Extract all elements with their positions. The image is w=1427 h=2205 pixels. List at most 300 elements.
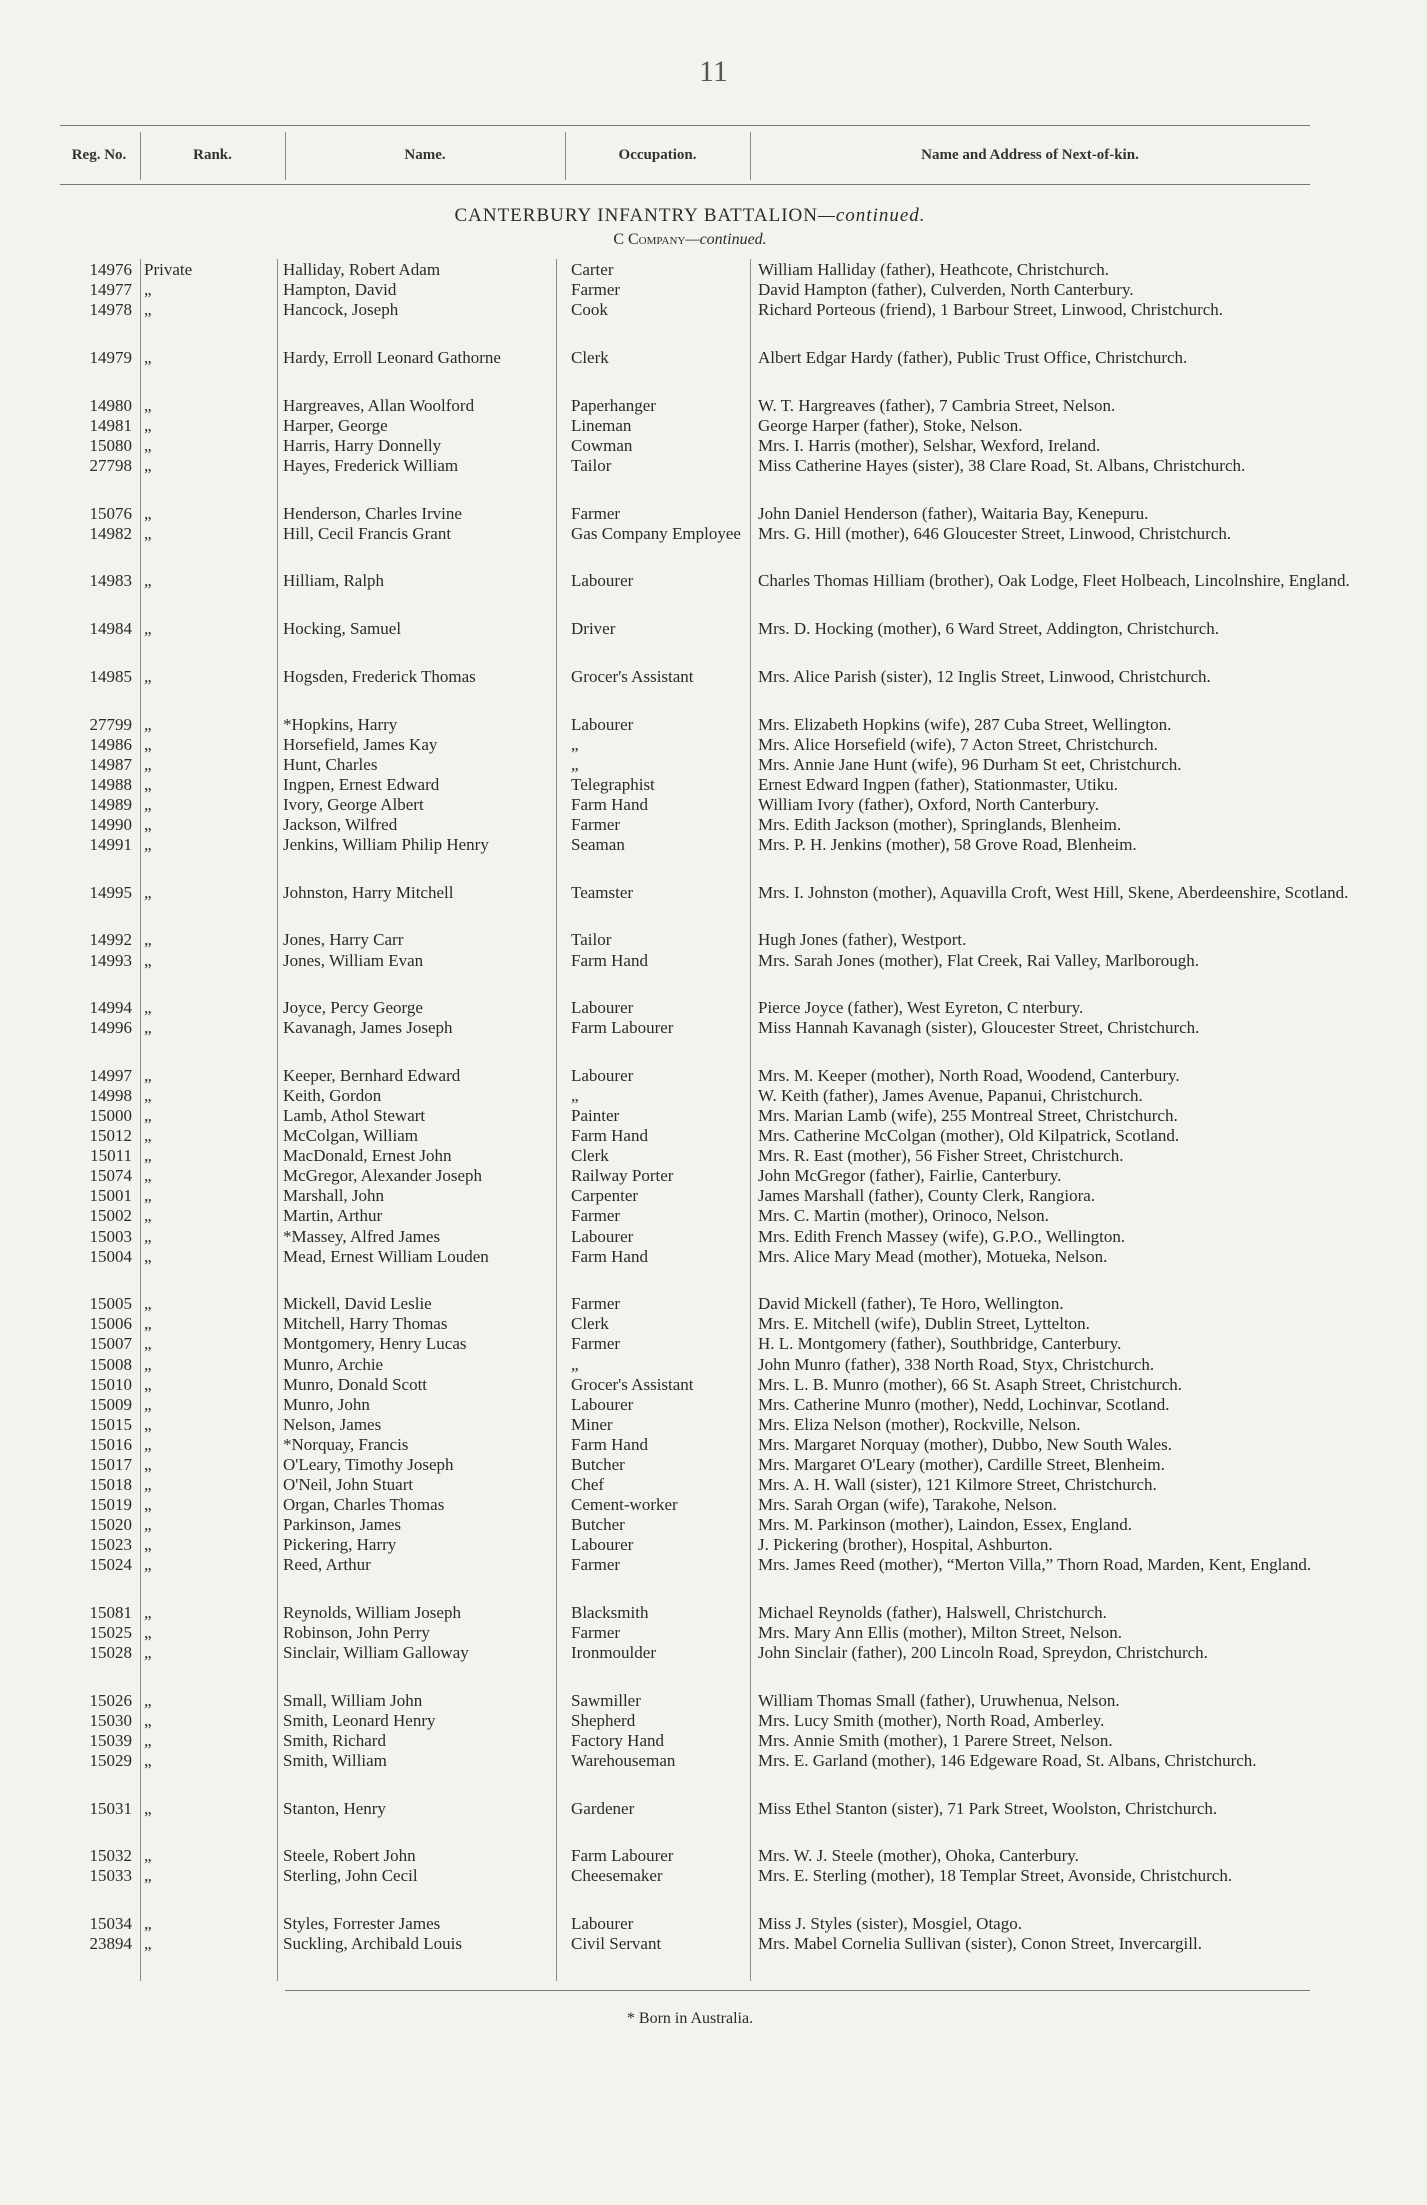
reg-no-cell: 15012	[89, 1126, 132, 1146]
rank-cell: „	[144, 1394, 152, 1414]
next-of-kin-cell: Mrs. Catherine McColgan (mother), Old Kilpatrick, Scotland.	[758, 1126, 1180, 1146]
rank-cell: „	[144, 1642, 152, 1662]
next-of-kin-cell: Mrs. R. East (mother), 56 Fisher Street, Christchurch.	[758, 1146, 1124, 1166]
header-name: Name.	[404, 147, 446, 163]
rank-cell: „	[144, 998, 152, 1018]
name-cell: Hunt, Charles	[283, 754, 378, 774]
occupation-cell: „	[571, 754, 579, 774]
rank-cell: „	[144, 1374, 152, 1394]
footnote: * Born in Australia.	[626, 2010, 754, 2027]
rank-cell: „	[144, 1414, 152, 1434]
name-cell: Smith, Leonard Henry	[283, 1710, 436, 1730]
name-cell: Pickering, Harry	[283, 1535, 397, 1555]
name-cell: Montgomery, Henry Lucas	[283, 1334, 467, 1354]
occupation-cell: Warehouseman	[571, 1750, 676, 1770]
rank-cell: „	[144, 455, 152, 475]
occupation-cell: Farmer	[571, 1334, 621, 1354]
next-of-kin-cell: Mrs. Sarah Organ (wife), Tarakohe, Nelson.	[758, 1494, 1057, 1514]
rank-cell: „	[144, 1086, 152, 1106]
rank-cell: „	[144, 1750, 152, 1770]
rank-cell: „	[144, 774, 152, 794]
next-of-kin-cell: W. T. Hargreaves (father), 7 Cambria Street, Nelson.	[758, 395, 1116, 415]
occupation-cell: Farmer	[571, 1206, 621, 1226]
rank-cell: „	[144, 571, 152, 591]
next-of-kin-cell: Mrs. Mabel Cornelia Sullivan (sister), Conon Street, Invercargill.	[758, 1934, 1202, 1954]
occupation-cell: Clerk	[571, 1314, 609, 1334]
occupation-cell: Clerk	[571, 1146, 609, 1166]
next-of-kin-cell: Miss Ethel Stanton (sister), 71 Park Street, Woolston, Christchurch.	[758, 1798, 1218, 1818]
occupation-cell: Farm Hand	[571, 1126, 648, 1146]
next-of-kin-cell: Mrs. Catherine Munro (mother), Nedd, Lochinvar, Scotland.	[758, 1394, 1170, 1414]
next-of-kin-cell: James Marshall (father), County Clerk, Rangiora.	[758, 1186, 1096, 1206]
name-cell: Jones, Harry Carr	[283, 930, 404, 950]
reg-no-cell: 15030	[89, 1710, 132, 1730]
reg-no-cell: 14986	[89, 734, 132, 754]
occupation-cell: Shepherd	[571, 1710, 636, 1730]
next-of-kin-cell: John Sinclair (father), 200 Lincoln Road, Spreydon, Christchurch.	[758, 1642, 1208, 1662]
next-of-kin-cell: John Munro (father), 338 North Road, Styx, Christchurch.	[758, 1354, 1155, 1374]
reg-no-cell: 15080	[89, 435, 132, 455]
reg-no-cell: 15020	[89, 1514, 132, 1534]
name-cell: Mitchell, Harry Thomas	[283, 1314, 448, 1334]
rank-cell: „	[144, 1226, 152, 1246]
reg-no-cell: 15032	[89, 1846, 132, 1866]
occupation-cell: Carter	[571, 260, 614, 279]
company-suffix: —continued.	[685, 231, 767, 248]
next-of-kin-cell: Mrs. Annie Jane Hunt (wife), 96 Durham St eet, Christchurch.	[758, 754, 1182, 774]
next-of-kin-cell: Mrs. Edith Jackson (mother), Springlands, Blenheim.	[758, 814, 1122, 834]
occupation-cell: Butcher	[571, 1514, 625, 1534]
name-cell: Johnston, Harry Mitchell	[283, 882, 454, 902]
reg-no-cell: 15000	[89, 1106, 132, 1126]
reg-no-cell: 15033	[89, 1866, 132, 1886]
next-of-kin-cell: Mrs. C. Martin (mother), Orinoco, Nelson.	[758, 1206, 1049, 1226]
occupation-cell: Clerk	[571, 347, 609, 367]
name-cell: Mead, Ernest William Louden	[283, 1246, 489, 1266]
reg-no-cell: 14989	[89, 794, 132, 814]
rank-cell: „	[144, 1730, 152, 1750]
rank-cell: „	[144, 1914, 152, 1934]
name-cell: Stanton, Henry	[283, 1798, 386, 1818]
occupation-cell: Farmer	[571, 280, 621, 300]
reg-no-cell: 14990	[89, 814, 132, 834]
name-cell: Hocking, Samuel	[283, 619, 402, 639]
reg-no-cell: 15039	[89, 1730, 132, 1750]
name-cell: Sterling, John Cecil	[283, 1866, 418, 1886]
name-cell: *Norquay, Francis	[283, 1434, 409, 1454]
name-cell: Keith, Gordon	[283, 1086, 382, 1106]
next-of-kin-cell: Mrs. M. Parkinson (mother), Laindon, Essex, England.	[758, 1514, 1132, 1534]
name-cell: Sinclair, William Galloway	[283, 1642, 469, 1662]
rank-cell: „	[144, 1710, 152, 1730]
rank-cell: „	[144, 1126, 152, 1146]
next-of-kin-cell: Mrs. W. J. Steele (mother), Ohoka, Canterbury.	[758, 1846, 1079, 1866]
battalion-suffix: —continued.	[817, 205, 926, 226]
next-of-kin-cell: Mrs. I. Johnston (mother), Aquavilla Croft, West Hill, Skene, Aberdeenshire, Scotland.	[758, 882, 1349, 902]
name-cell: Robinson, John Perry	[283, 1622, 430, 1642]
name-cell: Munro, Donald Scott	[283, 1374, 428, 1394]
reg-no-cell: 15015	[89, 1414, 132, 1434]
occupation-cell: „	[571, 734, 579, 754]
name-cell: Mickell, David Leslie	[283, 1294, 432, 1314]
rank-cell: „	[144, 1622, 152, 1642]
reg-no-cell: 14977	[89, 280, 132, 300]
occupation-cell: Farmer	[571, 1555, 621, 1575]
rank-cell: „	[144, 503, 152, 523]
name-cell: Munro, Archie	[283, 1354, 384, 1374]
next-of-kin-cell: Miss J. Styles (sister), Mosgiel, Otago.	[758, 1914, 1022, 1934]
occupation-cell: Blacksmith	[571, 1602, 649, 1622]
next-of-kin-cell: Mrs. Alice Mary Mead (mother), Motueka, Nelson.	[758, 1246, 1108, 1266]
company-title	[0, 231, 1380, 249]
name-cell: Hampton, David	[283, 280, 397, 300]
name-cell: Harper, George	[283, 415, 388, 435]
occupation-cell: Farm Hand	[571, 950, 648, 970]
occupation-cell: Farm Hand	[571, 1246, 648, 1266]
reg-no-cell: 14978	[89, 300, 132, 320]
reg-no-cell: 14991	[89, 834, 132, 854]
name-cell: Reynolds, William Joseph	[283, 1602, 461, 1622]
name-cell: Hilliam, Ralph	[283, 571, 385, 591]
reg-no-cell: 15034	[89, 1914, 132, 1934]
name-cell: O'Neil, John Stuart	[283, 1474, 414, 1494]
name-cell: *Hopkins, Harry	[283, 714, 398, 734]
reg-no-cell: 14983	[89, 571, 132, 591]
company-word: Company	[628, 231, 686, 248]
next-of-kin-cell: John Daniel Henderson (father), Waitaria Bay, Kenepuru.	[758, 503, 1149, 523]
occupation-cell: Miner	[571, 1414, 613, 1434]
rank-cell: „	[144, 1186, 152, 1206]
nominal-roll-table	[60, 259, 1350, 1981]
rank-cell: „	[144, 1314, 152, 1334]
reg-no-cell: 14988	[89, 774, 132, 794]
rank-cell: „	[144, 1334, 152, 1354]
occupation-cell: Teamster	[571, 882, 634, 902]
next-of-kin-cell: Mrs. E. Garland (mother), 146 Edgeware Road, St. Albans, Christchurch.	[758, 1750, 1257, 1770]
next-of-kin-cell: Mrs. A. H. Wall (sister), 121 Kilmore Street, Christchurch.	[758, 1474, 1157, 1494]
rank-cell: „	[144, 1066, 152, 1086]
name-cell: *Massey, Alfred James	[283, 1226, 441, 1246]
reg-no-cell: 15003	[89, 1226, 132, 1246]
reg-no-cell: 14998	[89, 1086, 132, 1106]
occupation-cell: Gas Company Employee	[571, 523, 741, 543]
occupation-cell: Farm Labourer	[571, 1846, 674, 1866]
rank-cell: „	[144, 1690, 152, 1710]
next-of-kin-cell: Mrs. Marian Lamb (wife), 255 Montreal Street, Christchurch.	[758, 1106, 1178, 1126]
next-of-kin-cell: Mrs. M. Keeper (mother), North Road, Woodend, Canterbury.	[758, 1066, 1180, 1086]
name-cell: McColgan, William	[283, 1126, 418, 1146]
next-of-kin-cell: Hugh Jones (father), Westport.	[758, 930, 967, 950]
rank-cell: „	[144, 1798, 152, 1818]
name-cell: Suckling, Archibald Louis	[283, 1934, 462, 1954]
occupation-cell: Chef	[571, 1474, 605, 1494]
rank-cell: „	[144, 619, 152, 639]
next-of-kin-cell: William Ivory (father), Oxford, North Canterbury.	[758, 794, 1099, 814]
next-of-kin-cell: Pierce Joyce (father), West Eyreton, C nterbury.	[758, 998, 1084, 1018]
occupation-cell: Labourer	[571, 1226, 634, 1246]
rank-cell: „	[144, 347, 152, 367]
name-cell: Jones, William Evan	[283, 950, 424, 970]
next-of-kin-cell: Mrs. L. B. Munro (mother), 66 St. Asaph Street, Christchurch.	[758, 1374, 1183, 1394]
header-reg-no: Reg. No.	[71, 147, 127, 163]
name-cell: Hill, Cecil Francis Grant	[283, 523, 452, 543]
name-cell: Smith, Richard	[283, 1730, 386, 1750]
rank-cell: „	[144, 1354, 152, 1374]
next-of-kin-cell: John McGregor (father), Fairlie, Canterbury.	[758, 1166, 1062, 1186]
next-of-kin-cell: Albert Edgar Hardy (father), Public Trust Office, Christchurch.	[758, 347, 1188, 367]
reg-no-cell: 14976	[89, 260, 132, 279]
next-of-kin-cell: Mrs. G. Hill (mother), 646 Gloucester Street, Linwood, Christchurch.	[758, 523, 1232, 543]
next-of-kin-cell: Mrs. I. Harris (mother), Selshar, Wexford, Ireland.	[758, 435, 1101, 455]
header-rank: Rank.	[193, 147, 232, 163]
reg-no-cell: 15016	[89, 1434, 132, 1454]
occupation-cell: Cook	[571, 300, 608, 320]
name-cell: Joyce, Percy George	[283, 998, 423, 1018]
next-of-kin-cell: Miss Catherine Hayes (sister), 38 Clare Road, St. Albans, Christchurch.	[758, 455, 1246, 475]
next-of-kin-cell: W. Keith (father), James Avenue, Papanui, Christchurch.	[758, 1086, 1143, 1106]
rank-cell: Private	[144, 260, 193, 279]
occupation-cell: Cheesemaker	[571, 1866, 663, 1886]
name-cell: Munro, John	[283, 1394, 370, 1414]
reg-no-cell: 15031	[89, 1798, 132, 1818]
reg-no-cell: 15009	[89, 1394, 132, 1414]
rank-cell: „	[144, 754, 152, 774]
reg-no-cell: 15026	[89, 1690, 132, 1710]
next-of-kin-cell: Mrs. P. H. Jenkins (mother), 58 Grove Road, Blenheim.	[758, 834, 1137, 854]
name-cell: Kavanagh, James Joseph	[283, 1018, 453, 1038]
rank-cell: „	[144, 1166, 152, 1186]
occupation-cell: Labourer	[571, 1066, 634, 1086]
reg-no-cell: 15008	[89, 1354, 132, 1374]
occupation-cell: Labourer	[571, 998, 634, 1018]
next-of-kin-cell: Mrs. Annie Smith (mother), 1 Parere Street, Nelson.	[758, 1730, 1113, 1750]
reg-no-cell: 14981	[89, 415, 132, 435]
next-of-kin-cell: Mrs. Alice Parish (sister), 12 Inglis Street, Linwood, Christchurch.	[758, 666, 1211, 686]
reg-no-cell: 14997	[89, 1066, 132, 1086]
occupation-cell: Railway Porter	[571, 1166, 674, 1186]
next-of-kin-cell: Mrs. Elizabeth Hopkins (wife), 287 Cuba Street, Wellington.	[758, 714, 1172, 734]
reg-no-cell: 15006	[89, 1314, 132, 1334]
name-cell: Jackson, Wilfred	[283, 814, 398, 834]
reg-no-cell: 14987	[89, 754, 132, 774]
name-cell: Martin, Arthur	[283, 1206, 383, 1226]
reg-no-cell: 15011	[90, 1146, 132, 1166]
name-cell: Parkinson, James	[283, 1514, 402, 1534]
name-cell: McGregor, Alexander Joseph	[283, 1166, 483, 1186]
occupation-cell: Tailor	[571, 930, 612, 950]
name-cell: Lamb, Athol Stewart	[283, 1106, 426, 1126]
next-of-kin-cell: Mrs. Margaret Norquay (mother), Dubbo, New South Wales.	[758, 1434, 1172, 1454]
rank-cell: „	[144, 1018, 152, 1038]
occupation-cell: Farmer	[571, 1294, 621, 1314]
occupation-cell: Cowman	[571, 435, 633, 455]
page-number: 11	[699, 55, 728, 88]
occupation-cell: Farm Labourer	[571, 1018, 674, 1038]
reg-no-cell: 15076	[89, 503, 132, 523]
reg-no-cell: 14993	[89, 950, 132, 970]
next-of-kin-cell: Charles Thomas Hilliam (brother), Oak Lodge, Fleet Holbeach, Lincolnshire, England.	[758, 571, 1350, 591]
rank-cell: „	[144, 734, 152, 754]
rank-cell: „	[144, 1294, 152, 1314]
next-of-kin-cell: Mrs. Lucy Smith (mother), North Road, Amberley.	[758, 1710, 1105, 1730]
rank-cell: „	[144, 1866, 152, 1886]
next-of-kin-cell: David Hampton (father), Culverden, North Canterbury.	[758, 280, 1134, 300]
name-cell: Hogsden, Frederick Thomas	[283, 666, 476, 686]
occupation-cell: Grocer's Assistant	[571, 1374, 694, 1394]
occupation-cell: Gardener	[571, 1798, 635, 1818]
rank-cell: „	[144, 1454, 152, 1474]
next-of-kin-cell: William Halliday (father), Heathcote, Christchurch.	[758, 260, 1109, 279]
next-of-kin-cell: J. Pickering (brother), Hospital, Ashburton.	[758, 1535, 1053, 1555]
name-cell: Horsefield, James Kay	[283, 734, 438, 754]
reg-no-cell: 14985	[89, 666, 132, 686]
rank-cell: „	[144, 714, 152, 734]
reg-no-cell: 15028	[89, 1642, 132, 1662]
next-of-kin-cell: David Mickell (father), Te Horo, Wellington.	[758, 1294, 1064, 1314]
reg-no-cell: 15018	[89, 1474, 132, 1494]
name-cell: Hardy, Erroll Leonard Gathorne	[283, 347, 501, 367]
reg-no-cell: 23894	[89, 1934, 132, 1954]
next-of-kin-cell: Ernest Edward Ingpen (father), Stationmaster, Utiku.	[758, 774, 1118, 794]
occupation-cell: Farmer	[571, 814, 621, 834]
rank-cell: „	[144, 1246, 152, 1266]
name-cell: Henderson, Charles Irvine	[283, 503, 462, 523]
name-cell: Hargreaves, Allan Woolford	[283, 395, 475, 415]
rank-cell: „	[144, 523, 152, 543]
next-of-kin-cell: Mrs. Mary Ann Ellis (mother), Milton Street, Nelson.	[758, 1622, 1123, 1642]
next-of-kin-cell: Mrs. D. Hocking (mother), 6 Ward Street, Addington, Christchurch.	[758, 619, 1220, 639]
next-of-kin-cell: Miss Hannah Kavanagh (sister), Gloucester Street, Christchurch.	[758, 1018, 1200, 1038]
occupation-cell: „	[571, 1354, 579, 1374]
reg-no-cell: 15002	[89, 1206, 132, 1226]
occupation-cell: Farmer	[571, 503, 621, 523]
occupation-cell: Labourer	[571, 1535, 634, 1555]
reg-no-cell: 15029	[89, 1750, 132, 1770]
header-occupation: Occupation.	[618, 147, 697, 163]
rank-cell: „	[144, 1434, 152, 1454]
reg-no-cell: 15074	[89, 1166, 132, 1186]
company-letter: C	[613, 231, 628, 248]
rank-cell: „	[144, 1206, 152, 1226]
occupation-cell: Paperhanger	[571, 395, 656, 415]
rank-cell: „	[144, 834, 152, 854]
reg-no-cell: 14995	[89, 882, 132, 902]
occupation-cell: Butcher	[571, 1454, 625, 1474]
reg-no-cell: 14984	[89, 619, 132, 639]
occupation-cell: Sawmiller	[571, 1690, 641, 1710]
name-cell: Steele, Robert John	[283, 1846, 416, 1866]
name-cell: Marshall, John	[283, 1186, 385, 1206]
next-of-kin-cell: Mrs. Edith French Massey (wife), G.P.O., Wellington.	[758, 1226, 1126, 1246]
next-of-kin-cell: H. L. Montgomery (father), Southbridge, Canterbury.	[758, 1334, 1122, 1354]
next-of-kin-cell: Mrs. E. Sterling (mother), 18 Templar Street, Avonside, Christchurch.	[758, 1866, 1233, 1886]
name-cell: Nelson, James	[283, 1414, 382, 1434]
occupation-cell: Cement-worker	[571, 1494, 678, 1514]
reg-no-cell: 15023	[89, 1535, 132, 1555]
reg-no-cell: 15004	[89, 1246, 132, 1266]
occupation-cell: Labourer	[571, 1914, 634, 1934]
reg-no-cell: 14992	[89, 930, 132, 950]
rank-cell: „	[144, 794, 152, 814]
rank-cell: „	[144, 280, 152, 300]
reg-no-cell: 14982	[89, 523, 132, 543]
next-of-kin-cell: Mrs. Sarah Jones (mother), Flat Creek, Rai Valley, Marlborough.	[758, 950, 1199, 970]
next-of-kin-cell: Mrs. Margaret O'Leary (mother), Cardille Street, Blenheim.	[758, 1454, 1165, 1474]
rank-cell: „	[144, 882, 152, 902]
name-cell: Ivory, George Albert	[283, 794, 424, 814]
name-cell: Ingpen, Ernest Edward	[283, 774, 440, 794]
name-cell: MacDonald, Ernest John	[283, 1146, 452, 1166]
reg-no-cell: 14994	[89, 998, 132, 1018]
name-cell: Hayes, Frederick William	[283, 455, 459, 475]
name-cell: O'Leary, Timothy Joseph	[283, 1454, 454, 1474]
rank-cell: „	[144, 435, 152, 455]
reg-no-cell: 27798	[89, 455, 132, 475]
rank-cell: „	[144, 1106, 152, 1126]
battalion-name: CANTERBURY INFANTRY BATTALION	[454, 205, 818, 226]
next-of-kin-cell: Michael Reynolds (father), Halswell, Christchurch.	[758, 1602, 1107, 1622]
next-of-kin-cell: Mrs. E. Mitchell (wife), Dublin Street, Lyttelton.	[758, 1314, 1090, 1334]
reg-no-cell: 15010	[89, 1374, 132, 1394]
rank-cell: „	[144, 300, 152, 320]
rank-cell: „	[144, 1474, 152, 1494]
bottom-rule	[285, 1990, 1310, 1991]
occupation-cell: Carpenter	[571, 1186, 639, 1206]
rank-cell: „	[144, 1846, 152, 1866]
occupation-cell: Farm Hand	[571, 1434, 648, 1454]
occupation-cell: Grocer's Assistant	[571, 666, 694, 686]
next-of-kin-cell: George Harper (father), Stoke, Nelson.	[758, 415, 1023, 435]
occupation-cell: Labourer	[571, 714, 634, 734]
next-of-kin-cell: Richard Porteous (friend), 1 Barbour Street, Linwood, Christchurch.	[758, 300, 1224, 320]
rank-cell: „	[144, 1934, 152, 1954]
reg-no-cell: 14980	[89, 395, 132, 415]
occupation-cell: Seaman	[571, 834, 625, 854]
rank-cell: „	[144, 395, 152, 415]
table-header	[60, 125, 1310, 185]
occupation-cell: Painter	[571, 1106, 620, 1126]
next-of-kin-cell: Mrs. Alice Horsefield (wife), 7 Acton Street, Christchurch.	[758, 734, 1158, 754]
occupation-cell: Driver	[571, 619, 616, 639]
next-of-kin-cell: Mrs. Eliza Nelson (mother), Rockville, Nelson.	[758, 1414, 1081, 1434]
reg-no-cell: 14996	[89, 1018, 132, 1038]
rank-cell: „	[144, 930, 152, 950]
name-cell: Organ, Charles Thomas	[283, 1494, 445, 1514]
name-cell: Harris, Harry Donnelly	[283, 435, 442, 455]
occupation-cell: Telegraphist	[571, 774, 655, 794]
rank-cell: „	[144, 1146, 152, 1166]
name-cell: Keeper, Bernhard Edward	[283, 1066, 461, 1086]
name-cell: Small, William John	[283, 1690, 423, 1710]
reg-no-cell: 15024	[89, 1555, 132, 1575]
reg-no-cell: 14979	[89, 347, 132, 367]
rank-cell: „	[144, 950, 152, 970]
rank-cell: „	[144, 415, 152, 435]
reg-no-cell: 15005	[89, 1294, 132, 1314]
occupation-cell: Farmer	[571, 1622, 621, 1642]
rank-cell: „	[144, 666, 152, 686]
rank-cell: „	[144, 1555, 152, 1575]
occupation-cell: Labourer	[571, 571, 634, 591]
name-cell: Smith, William	[283, 1750, 387, 1770]
reg-no-cell: 15025	[89, 1622, 132, 1642]
name-cell: Hancock, Joseph	[283, 300, 399, 320]
name-cell: Halliday, Robert Adam	[283, 260, 441, 279]
reg-no-cell: 15001	[89, 1186, 132, 1206]
reg-no-cell: 27799	[89, 714, 132, 734]
occupation-cell: Lineman	[571, 415, 632, 435]
reg-no-cell: 15007	[89, 1334, 132, 1354]
